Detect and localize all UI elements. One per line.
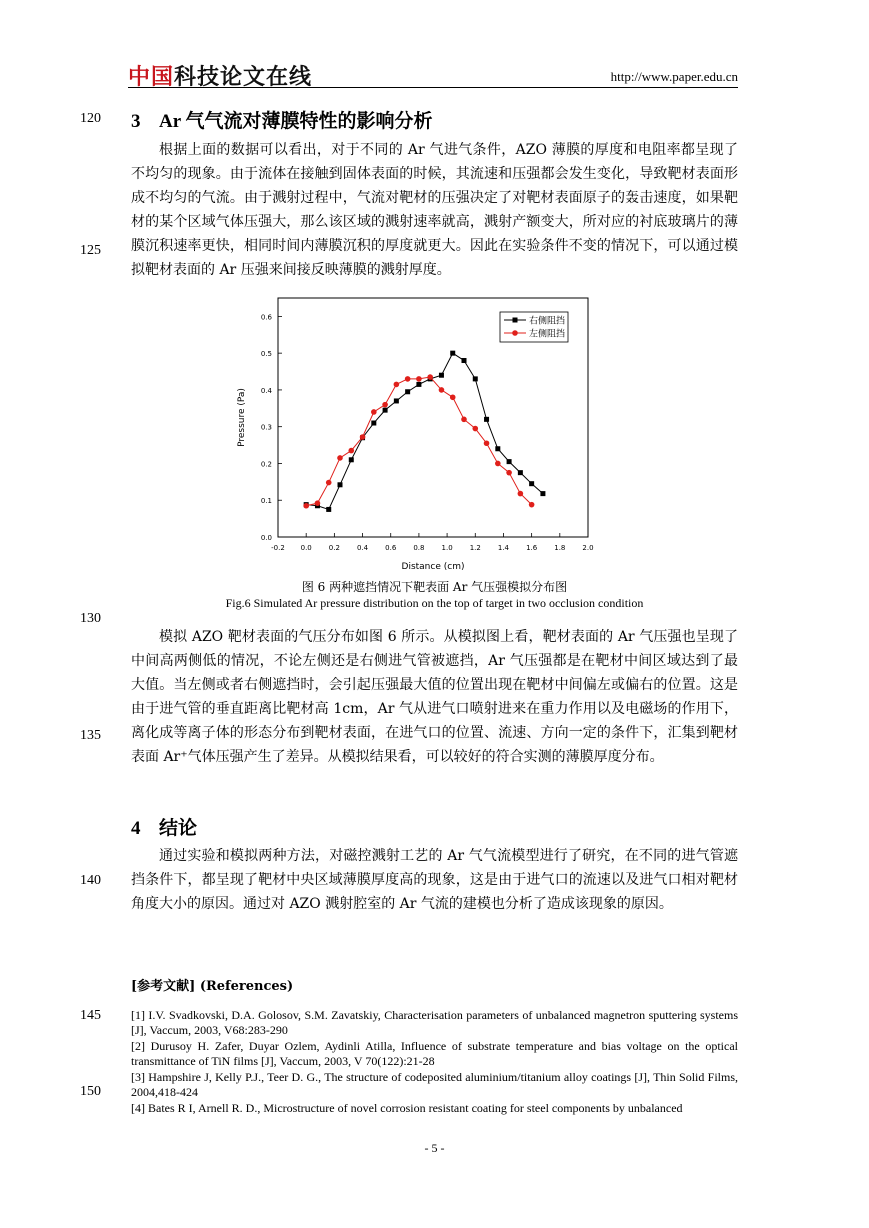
data-point [427, 374, 433, 380]
x-tick-label: 0.0 [300, 544, 312, 552]
figure-caption [131, 579, 738, 611]
reference-item: [1] I.V. Svadkovski, D.A. Golosov, S.M. Zavatskiy, Characterisation parameters of unbalanced magnetron sputtering systems [J], Vaccum, 2003, V68:283-290 [131, 1008, 738, 1037]
section-number: 3 [131, 111, 141, 132]
reference-item: [3] Hampshire J, Kelly P.J., Teer D. G., The structure of codeposited aluminium/titanium alloy coatings [J], Thin Solid Films, 2004,418-424 [131, 1070, 738, 1099]
line-number: 130 [80, 611, 101, 626]
line-number: 120 [80, 111, 101, 126]
data-point [348, 448, 354, 454]
data-point [473, 376, 478, 381]
legend-label: 右侧阻挡 [529, 316, 566, 327]
data-point [484, 440, 490, 446]
x-tick-label: 1.4 [497, 544, 510, 552]
data-point [383, 408, 388, 413]
data-point [529, 481, 534, 486]
data-point [338, 482, 343, 487]
data-point [529, 502, 535, 508]
data-point [405, 376, 411, 382]
data-point [303, 503, 309, 509]
data-point [450, 351, 455, 356]
y-tick-label: 0.2 [260, 460, 272, 469]
data-point [495, 446, 500, 451]
section-heading [131, 813, 197, 840]
legend [500, 312, 568, 342]
line-number: 125 [80, 243, 101, 258]
data-point [518, 491, 524, 497]
data-point [337, 455, 343, 461]
body-paragraph: 模拟 AZO 靶材表面的气压分布如图 6 所示。从模拟图上看，靶材表面的 Ar 气压强也呈现了中间高两侧低的情况，不论左侧还是右侧进气管被遮挡，Ar 气压强都是在靶材中间区域达到了最大值。当左侧或者右侧遮挡时，会引起压强最大值的位置出现在靶材中间偏左或偏右的位置。这是由于进气管的垂直距离比靶材高 1cm，Ar 气从进气口喷射进来在重力作用以及电磁场的作用下，离化成等离子体的形态分布到靶材表面，在进气口的位置、流速、方向一定的条件下，汇集到靶材表面 Ar⁺气体压强产生了差异。从模拟结果看，可以较好的符合实测的薄膜厚度分布。 [131, 629, 738, 765]
section-heading [131, 106, 433, 133]
x-tick-label: 0.8 [413, 544, 425, 552]
line-number: 145 [80, 1008, 101, 1023]
data-point [416, 376, 422, 382]
data-point [326, 480, 332, 486]
body-paragraph: 通过实验和模拟两种方法，对磁控溅射工艺的 Ar 气气流模型进行了研究，在不同的进气管遮挡条件下，都呈现了靶材中央区域薄膜厚度高的现象，这是由于进气口的流速以及进气口相对靶材角度大小的原因。通过对 AZO 溅射腔室的 Ar 气流的建模也分析了造成该现象的原因。 [131, 848, 738, 912]
section-title: Ar 气气流对薄膜特性的影响分析 [159, 111, 433, 132]
data-point [405, 389, 410, 394]
y-tick-label: 0.6 [260, 313, 272, 322]
y-tick-label: 0.4 [260, 386, 272, 395]
x-tick-label: 2.0 [582, 544, 594, 552]
section-number: 4 [131, 818, 141, 839]
legend-marker [513, 318, 518, 323]
x-tick-label: 1.2 [469, 544, 481, 552]
x-tick-label: 0.4 [356, 544, 369, 552]
data-point [326, 507, 331, 512]
x-tick-label: 0.6 [385, 544, 397, 552]
x-tick-label: -0.2 [271, 544, 285, 552]
legend-marker [512, 330, 518, 336]
data-point [315, 500, 321, 506]
data-point [518, 470, 523, 475]
data-point [439, 373, 444, 378]
y-tick-label: 0.1 [260, 497, 272, 506]
data-point [371, 421, 376, 426]
y-tick-label: 0.0 [260, 534, 272, 542]
y-axis-label: Pressure (Pa) [237, 388, 247, 447]
reference-item: [4] Bates R I, Arnell R. D., Microstructure of novel corrosion resistant coating for steel components by unbalanced [131, 1101, 683, 1115]
line-number: 140 [80, 873, 101, 888]
body-paragraph: 根据上面的数据可以看出，对于不同的 Ar 气进气条件，AZO 薄膜的厚度和电阻率都呈现了不均匀的现象。由于流体在接触到固体表面的时候，其流速和压强都会发生变化，导致靶材表面形成不均匀的气流。由于溅射过程中，气流对靶材的压强决定了对靶材表面原子的轰击速度，如果靶材的某个区域气体压强大，那么该区域的溅射速率就高，溅射产额变大，所对应的衬底玻璃片的薄膜沉积速率更快，相同时间内薄膜沉积的厚度就更大。因此在实验条件不变的情况下，可以通过模拟靶材表面的 Ar 压强来间接反映薄膜的溅射厚度。 [131, 142, 738, 278]
references-heading: [参考文献] (References) [131, 979, 294, 994]
data-point [506, 470, 512, 476]
data-point [462, 358, 467, 363]
x-tick-label: 1.0 [441, 544, 453, 552]
journal-logo: 中国科技论文在线 [128, 65, 313, 90]
data-point [394, 398, 399, 403]
caption-cn: 图 6 两种遮挡情况下靶表面 Ar 气压强模拟分布图 [301, 580, 568, 594]
data-point [416, 382, 421, 387]
data-point [472, 426, 478, 432]
y-tick-label: 0.3 [260, 423, 272, 432]
data-point [394, 382, 400, 388]
x-tick-label: 1.6 [526, 544, 538, 552]
x-tick-label: 1.8 [554, 544, 566, 552]
data-point [461, 417, 467, 423]
header-rule [128, 87, 738, 88]
section-title: 结论 [159, 818, 198, 839]
data-point [507, 459, 512, 464]
data-point [495, 461, 501, 467]
data-point [450, 394, 456, 400]
page-number: - 5 - [424, 1141, 445, 1155]
data-point [360, 434, 366, 440]
y-tick-label: 0.5 [260, 350, 272, 359]
x-axis-label: Distance (cm) [401, 562, 465, 572]
data-point [540, 491, 545, 496]
x-tick-label: 0.2 [328, 544, 340, 552]
pressure-chart [230, 292, 610, 574]
reference-list [131, 1008, 738, 1117]
line-number: 150 [80, 1084, 101, 1099]
reference-item: [2] Durusoy H. Zafer, Duyar Ozlem, Aydinli Atilla, Influence of substrate temperature and bias voltage on the optical transmittance of TiN films [J], Vaccum, 2003, V 70(122):21-28 [131, 1039, 738, 1068]
data-point [371, 409, 377, 415]
header-url[interactable]: http://www.paper.edu.cn [610, 69, 738, 84]
data-point [439, 387, 445, 393]
line-number: 135 [80, 728, 101, 743]
data-point [484, 417, 489, 422]
caption-en: Fig.6 Simulated Ar pressure distribution on the top of target in two occlusion condition [225, 596, 644, 610]
data-point [349, 457, 354, 462]
legend-label: 左侧阻挡 [529, 329, 566, 340]
data-point [382, 402, 388, 408]
plot-series [303, 351, 545, 512]
